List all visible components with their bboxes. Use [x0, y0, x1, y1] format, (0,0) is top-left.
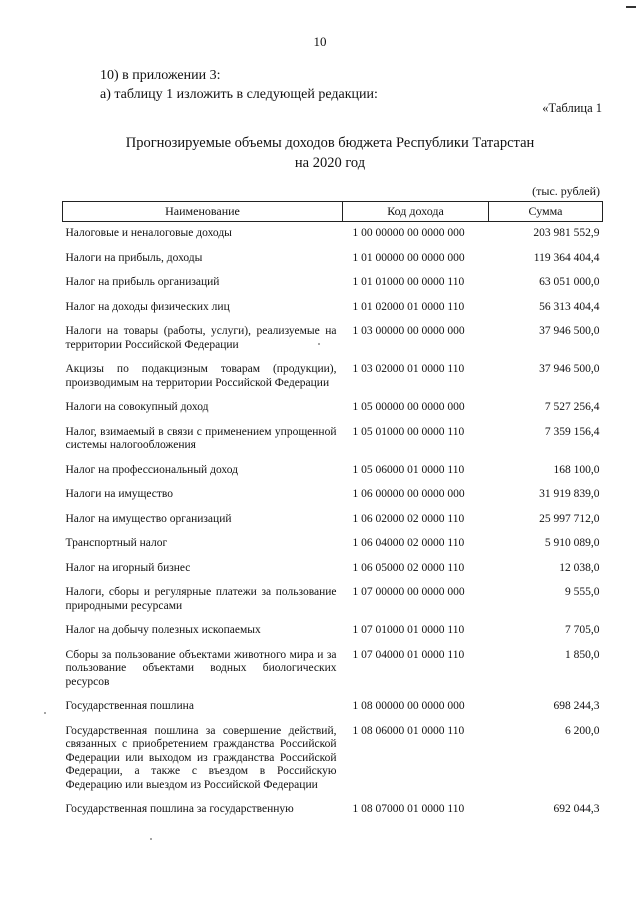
header-code: Код дохода	[343, 202, 489, 222]
table-row	[63, 296, 603, 321]
header-sum: Сумма	[489, 202, 603, 222]
revenue-table	[62, 201, 603, 823]
row-sum: 6 200,0	[565, 724, 600, 737]
row-code: 1 07 00000 00 0000 000	[352, 586, 465, 598]
row-code: 1 07 04000 01 0000 110	[352, 648, 465, 661]
table-row	[63, 720, 603, 799]
row-code: 1 05 01000 00 0000 110	[352, 425, 465, 438]
row-name: Государственная пошлина	[65, 700, 194, 712]
row-name: Транспортный налог	[65, 537, 168, 549]
row-code: 1 08 06000 01 0000 110	[352, 724, 465, 737]
row-sum: 7 527 256,4	[544, 401, 600, 413]
row-sum: 63 051 000,0	[539, 276, 600, 288]
row-name: Налоги на совокупный доход	[65, 401, 209, 413]
page-number: 10	[313, 34, 327, 49]
row-code: 1 05 06000 01 0000 110	[352, 463, 465, 476]
scan-speck	[44, 712, 46, 714]
table-row	[63, 695, 603, 720]
row-name: Акцизы по подакцизным товарам (продукции), производимым на территории Российской Федерации	[65, 363, 337, 389]
row-name: Налоги, сборы и регулярные платежи за пользование природными ресурсами	[65, 586, 337, 612]
row-sum: 7 705,0	[565, 624, 600, 636]
header-name: Наименование	[63, 202, 343, 222]
row-code: 1 08 07000 01 0000 110	[352, 803, 465, 815]
table-row	[63, 459, 603, 484]
table-row	[63, 798, 603, 823]
row-sum: 168 100,0	[553, 463, 600, 476]
row-sum: 12 038,0	[559, 561, 600, 574]
row-name: Налог на добычу полезных ископаемых	[65, 624, 261, 636]
row-code: 1 01 00000 00 0000 000	[352, 251, 465, 264]
document-title	[70, 133, 590, 173]
table-row	[63, 222, 603, 247]
row-sum: 1 850,0	[565, 648, 600, 661]
table-row	[63, 271, 603, 296]
row-name: Налог на доходы физических лиц	[65, 300, 230, 313]
row-code: 1 03 00000 00 0000 000	[352, 325, 465, 337]
table-row	[63, 358, 603, 396]
table-row	[63, 508, 603, 533]
row-sum: 37 946 500,0	[539, 363, 600, 375]
amendment-item: 10) в приложении 3:	[100, 68, 221, 83]
table-row	[63, 320, 603, 358]
scan-mark	[626, 6, 636, 8]
table-row	[63, 619, 603, 644]
row-code: 1 00 00000 00 0000 000	[352, 227, 465, 239]
row-name: Налоги на товары (работы, услуги), реализуемые на территории Российской Федерации	[65, 325, 337, 351]
scan-speck	[150, 838, 152, 840]
row-sum: 25 997 712,0	[539, 512, 600, 525]
row-sum: 37 946 500,0	[539, 325, 600, 337]
row-name: Налог, взимаемый в связи с применением упрощенной системы налогообложения	[65, 425, 337, 451]
units-note: (тыс. рублей)	[532, 184, 600, 198]
title-line-1: Прогнозируемые объемы доходов бюджета Республики Татарстан	[125, 135, 535, 151]
amendment-subitem: а) таблицу 1 изложить в следующей редакции:	[100, 87, 378, 102]
row-name: Налог на имущество организаций	[65, 512, 232, 525]
row-code: 1 07 01000 01 0000 110	[352, 624, 465, 636]
row-name: Налоговые и неналоговые доходы	[65, 227, 232, 239]
table-row	[63, 247, 603, 272]
row-code: 1 08 00000 00 0000 000	[352, 700, 465, 712]
table-row	[63, 421, 603, 459]
row-code: 1 05 00000 00 0000 000	[352, 401, 465, 413]
table-row	[63, 532, 603, 557]
row-code: 1 01 02000 01 0000 110	[352, 300, 465, 313]
row-name: Налоги на имущество	[65, 488, 174, 500]
row-sum: 31 919 839,0	[539, 488, 600, 500]
table-label: «Таблица 1	[542, 101, 602, 115]
row-sum: 56 313 404,4	[539, 300, 600, 313]
row-name: Государственная пошлина за государственную	[65, 803, 294, 815]
row-sum: 203 981 552,9	[533, 227, 600, 239]
table-row	[63, 581, 603, 619]
row-name: Государственная пошлина за совершение действий, связанных с приобретением гражданства Российской Федерации или выходом из гражданства Российской Федерации, а также с въездом в Российскую Федерацию или выездом из Российской Федерации	[65, 724, 337, 791]
row-name: Налог на профессиональный доход	[65, 463, 238, 476]
row-code: 1 06 04000 02 0000 110	[352, 537, 465, 549]
row-name: Сборы за пользование объектами животного мира и за пользование объектами водных биологических ресурсов	[65, 648, 337, 688]
row-name: Налог на прибыль организаций	[65, 276, 220, 288]
row-sum: 9 555,0	[565, 586, 600, 598]
row-sum: 7 359 156,4	[544, 425, 600, 438]
row-sum: 698 244,3	[553, 700, 600, 712]
row-sum: 692 044,3	[553, 803, 600, 815]
row-code: 1 06 02000 02 0000 110	[352, 512, 465, 525]
row-name: Налоги на прибыль, доходы	[65, 251, 203, 264]
table-row	[63, 396, 603, 421]
row-code: 1 01 01000 00 0000 110	[352, 276, 465, 288]
title-line-2: на 2020 год	[294, 155, 366, 171]
table-header-row	[63, 202, 603, 222]
row-name: Налог на игорный бизнес	[65, 561, 191, 574]
row-sum: 5 910 089,0	[544, 537, 600, 549]
table-row	[63, 644, 603, 696]
table-body	[63, 222, 603, 823]
table-row	[63, 483, 603, 508]
row-code: 1 06 05000 02 0000 110	[352, 561, 465, 574]
table-row	[63, 557, 603, 582]
row-code: 1 03 02000 01 0000 110	[352, 363, 465, 375]
row-code: 1 06 00000 00 0000 000	[352, 488, 465, 500]
row-sum: 119 364 404,4	[533, 251, 600, 264]
